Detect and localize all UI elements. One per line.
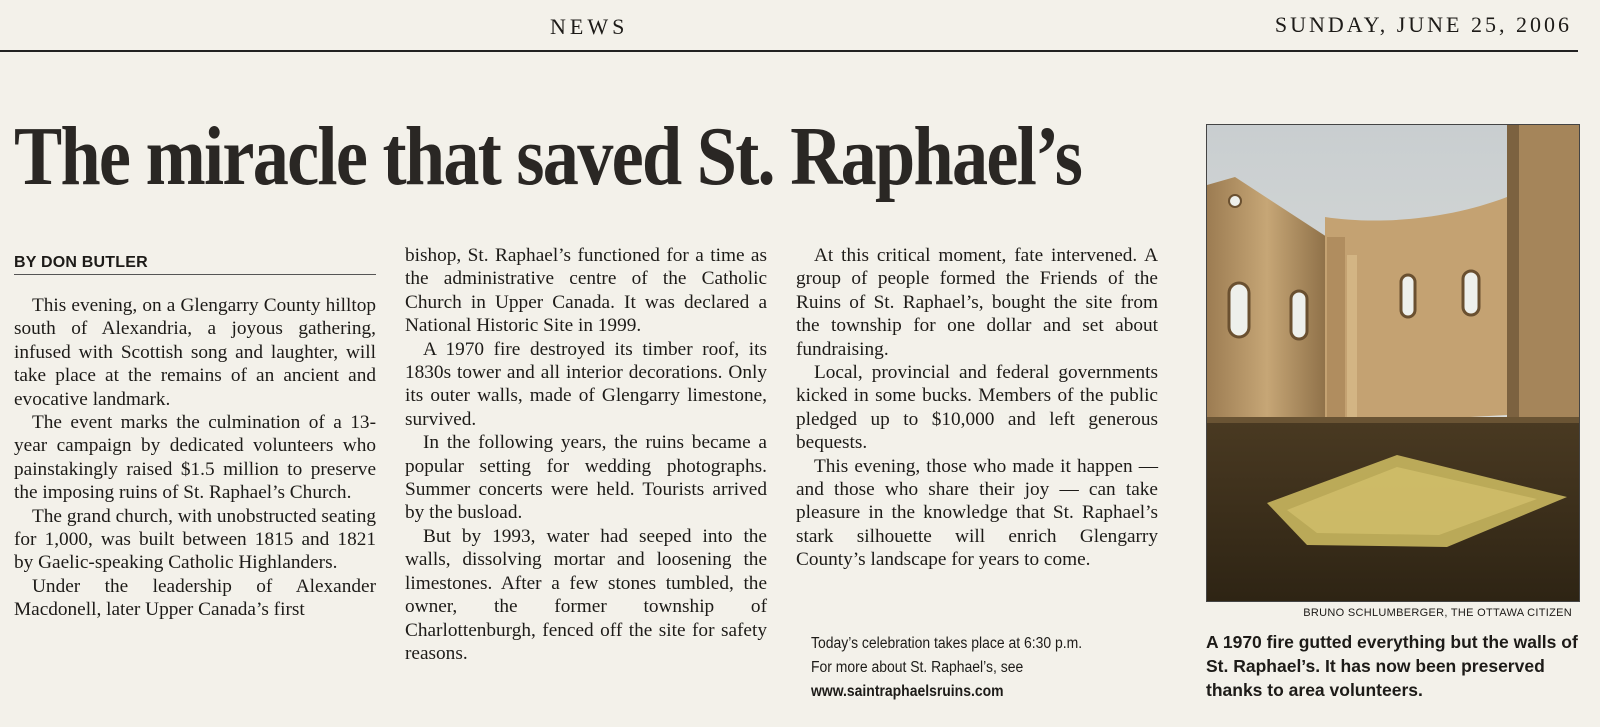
event-info <box>811 632 1082 704</box>
photo-caption: A 1970 fire gutted everything but the walls of St. Raphael’s. It has now been preserved thanks to area volunteers. <box>1206 632 1578 700</box>
byline: BY DON BUTLER <box>14 254 148 271</box>
photo-credit: BRUNO SCHLUMBERGER, THE OTTAWA CITIZEN <box>1303 607 1572 619</box>
paragraph: At this critical moment, fate intervened. A group of people formed the Friends of the Ruins of St. Raphael’s, bought the site from the township for one dollar and set about fundraising. <box>796 245 1158 360</box>
paragraph: The event marks the culmination of a 13-year campaign by dedicated volunteers who painstakingly raised $1.5 million to preserve the imposing ruins of St. Raphael’s Church. <box>14 412 376 504</box>
article-column-1 <box>14 294 376 622</box>
byline-rule <box>14 274 376 275</box>
paragraph: This evening, those who made it happen — and those who share their joy — can take pleasure in the knowledge that St. Raphael’s stark silhouette will enrich Glengarry County’s landscape for years to come. <box>796 455 1158 571</box>
paragraph: The grand church, with unobstructed seating for 1,000, was built between 1815 and 1821 by Gaelic-speaking Catholic Highlanders. <box>14 505 376 574</box>
headline: The miracle that saved St. Raphael’s <box>14 110 1082 203</box>
paragraph: bishop, St. Raphael’s functioned for a time as the administrative centre of the Catholic Church in Upper Canada. It was declared a National Historic Site in 1999. <box>405 245 767 337</box>
website-link[interactable]: www.saintraphaelsruins.com <box>811 683 1004 700</box>
article-column-3 <box>796 244 1158 572</box>
paragraph: This evening, on a Glengarry County hilltop south of Alexandria, a joyous gathering, infused with Scottish song and laughter, will take place at the remains of an ancient and evocative landmark. <box>14 295 376 410</box>
paragraph: But by 1993, water had seeped into the walls, dissolving mortar and loosening the limestones. After a few stones tumbled, the owner, the former township of Charlottenburgh, fenced off the site for safety reasons. <box>405 525 767 664</box>
more-info: For more about St. Raphael’s, see <box>811 659 1024 676</box>
paragraph: A 1970 fire destroyed its timber roof, its 1830s tower and all interior decorations. Only its outer walls, made of Glengarry limestone, survived. <box>405 338 767 430</box>
article-column-2 <box>405 244 767 665</box>
dateline: SUNDAY, JUNE 25, 2006 <box>1274 12 1572 37</box>
section-label: NEWS <box>550 14 629 39</box>
paragraph: Local, provincial and federal governments kicked in some bucks. Members of the public pledged up to $10,000 and left generous bequests. <box>796 362 1158 454</box>
paragraph: Under the leadership of Alexander Macdonell, later Upper Canada’s first <box>14 575 376 621</box>
paragraph: In the following years, the ruins became a popular setting for wedding photographs. Summer concerts were held. Tourists arrived by the busload. <box>405 432 767 524</box>
church-ruins-photo <box>1206 124 1580 602</box>
church-ruins-illustration <box>1207 125 1579 601</box>
header-rule <box>0 50 1578 52</box>
event-time: Today’s celebration takes place at 6:30 p.m. <box>811 635 1083 652</box>
